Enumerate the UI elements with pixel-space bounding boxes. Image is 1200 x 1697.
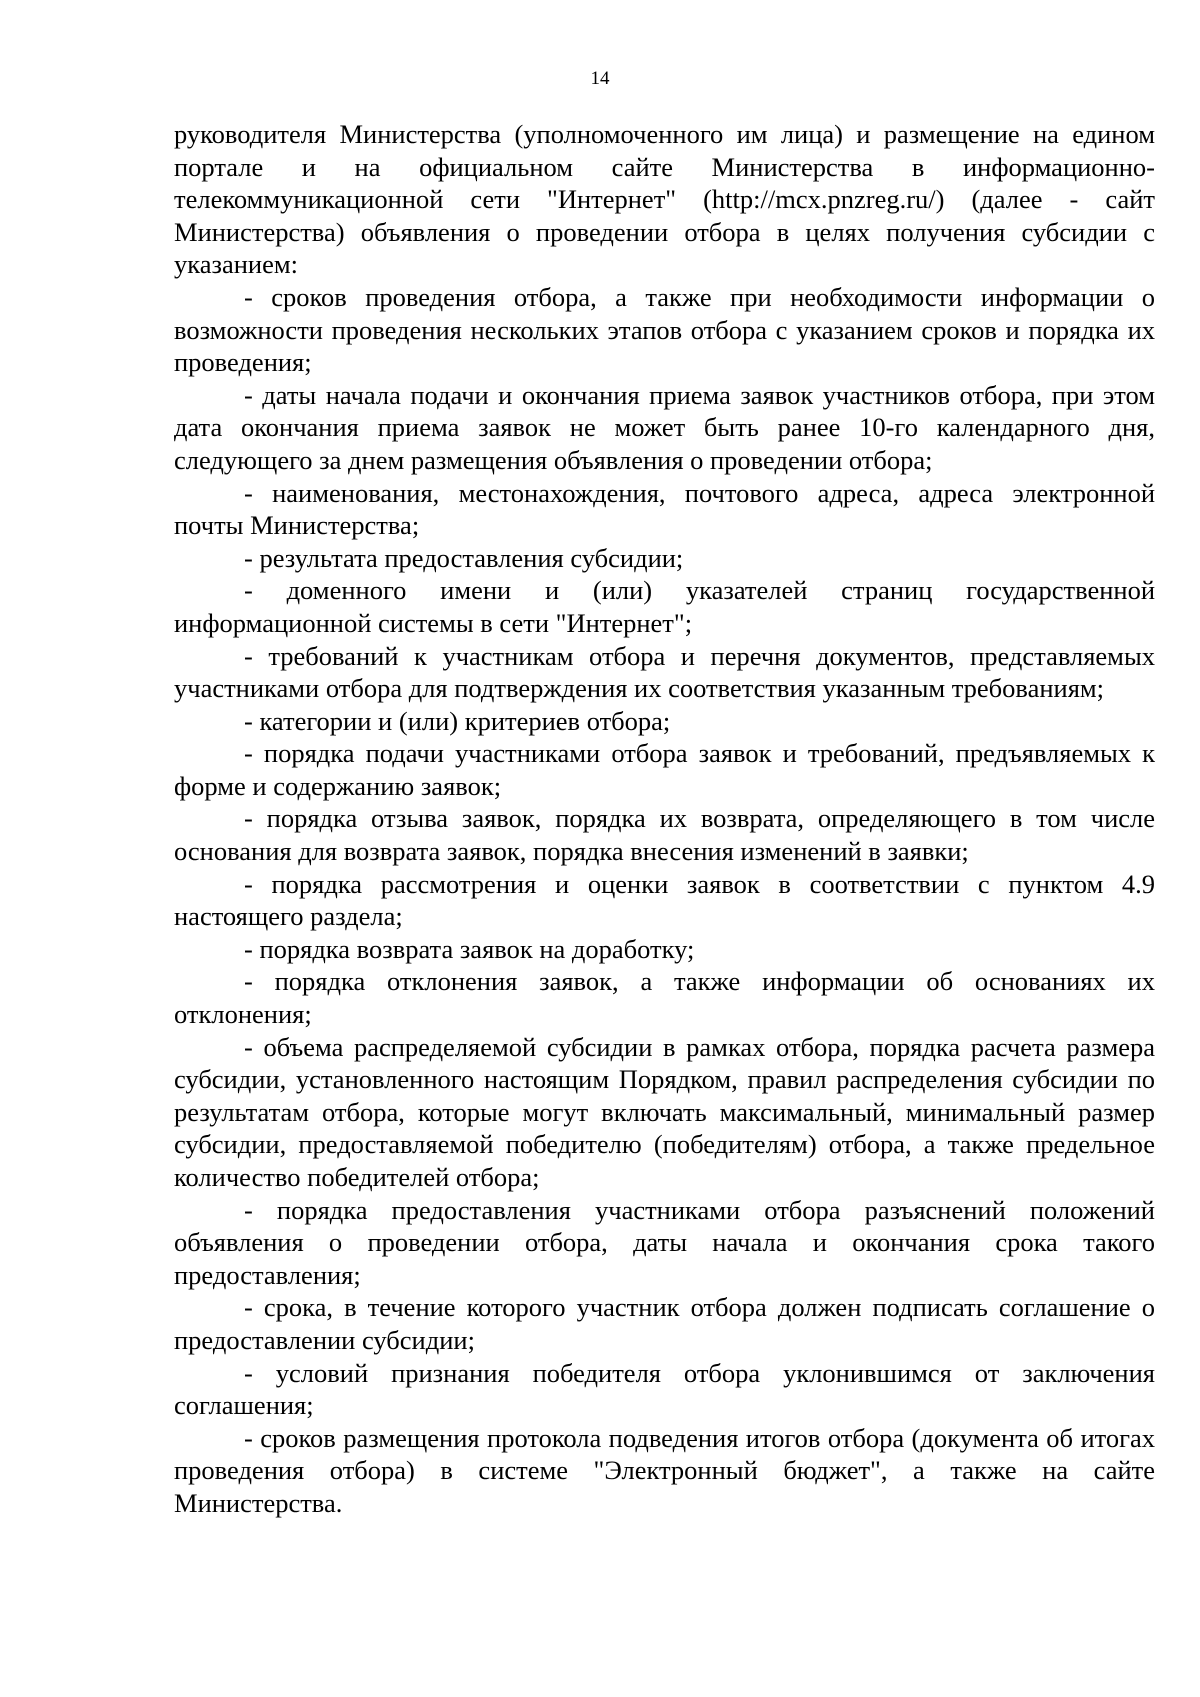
list-item-clarifications: - порядка предоставления участниками отбора разъяснений положений объявления о проведении отбора, даты начала и окончания срока такого предоставления; (174, 1194, 1155, 1290)
list-item-review-order: - порядка рассмотрения и оценки заявок в соответствии с пунктом 4.9 настоящего раздела; (174, 868, 1155, 932)
list-item-rejection-order: - порядка отклонения заявок, а также информации об основаниях их отклонения; (174, 966, 1155, 1030)
list-item-domain-name: - доменного имени и (или) указателей страниц государственной информационной системы в сети "Интернет"; (174, 575, 1155, 638)
list-item-ministry-contacts: - наименования, местонахождения, почтового адреса, адреса электронной почты Министерства; (174, 477, 1155, 541)
list-item-agreement-deadline: - срока, в течение которого участник отбора должен подписать соглашение о предоставлении субсидии; (174, 1292, 1155, 1355)
list-item-selection-dates: - сроков проведения отбора, а также при необходимости информации о возможности проведения нескольких этапов отбора с указанием сроков и порядка их проведения; (174, 281, 1155, 378)
list-item-return-for-revision: - порядка возврата заявок на доработку; (244, 933, 695, 964)
list-item-submission-order: - порядка подачи участниками отбора заявок и требований, предъявляемых к форме и содержанию заявок; (174, 738, 1155, 801)
list-item-protocol-publication: - сроков размещения протокола подведения итогов отбора (документа об итогах проведения отбора) в системе "Электронный бюджет", а также на сайте Министерства. (174, 1422, 1155, 1518)
list-item-evasion-conditions: - условий признания победителя отбора уклонившимся от заключения соглашения; (174, 1357, 1155, 1421)
list-item-categories: - категории и (или) критериев отбора; (244, 705, 671, 736)
list-item-application-dates: - даты начала подачи и окончания приема заявок участников отбора, при этом дата окончания приема заявок не может быть ранее 10-го календарного дня, следующего за днем размещения объявления о проведении отбора; (174, 379, 1155, 475)
page-number: 14 (590, 68, 610, 89)
paragraph-intro: руководителя Министерства (уполномоченного им лица) и размещение на едином портале и на официальном сайте Министерства в информационно-телекоммуникационной сети "Интернет" (http://mcx.pnzreg.ru/) (далее - сайт Министерства) объявления о проведении отбора в целях получения субсидии с указанием: (174, 119, 1155, 280)
list-item-subsidy-volume: - объема распределяемой субсидии в рамках отбора, порядка расчета размера субсидии, установленного настоящим Порядком, правил распределения субсидии по результатам отбора, которые могут включать максимальный, минимальный размер субсидии, предоставляемой победителю (победителям) отбора, а также предельное количество победителей отбора; (174, 1031, 1155, 1192)
list-item-withdrawal-order: - порядка отзыва заявок, порядка их возврата, определяющего в том числе основания для возврата заявок, порядка внесения изменений в заявки; (174, 803, 1155, 867)
list-item-participant-requirements: - требований к участникам отбора и перечня документов, представляемых участниками отбора для подтверждения их соответствия указанным требованиям; (174, 640, 1155, 704)
body-text (174, 118, 1155, 1520)
list-item-subsidy-result: - результата предоставления субсидии; (244, 542, 684, 573)
